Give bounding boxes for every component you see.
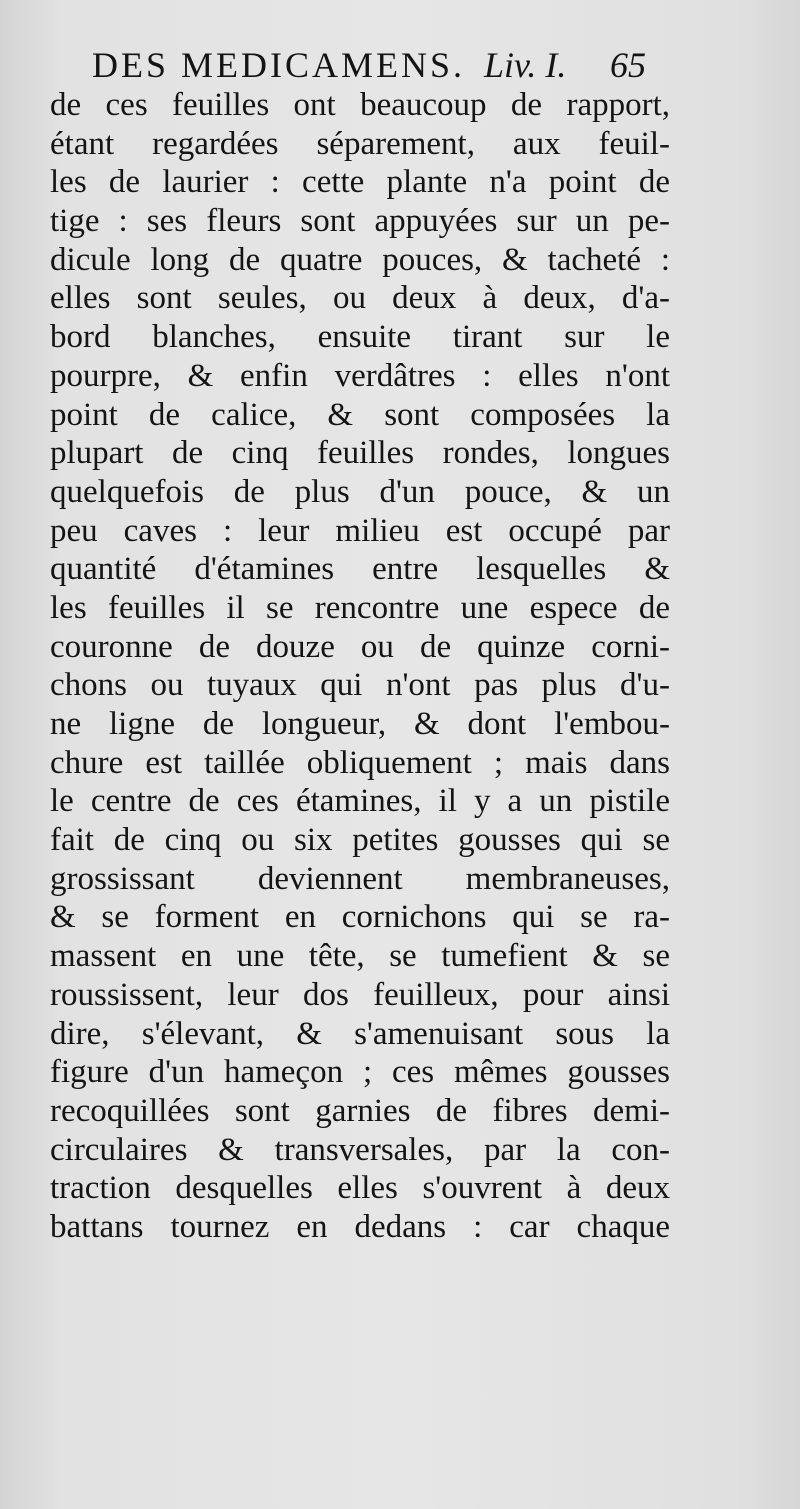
- text-line: le centre de ces étamines, il y a un pistile: [50, 783, 670, 820]
- text-line: couronne de douze ou de quinze corni-: [50, 628, 670, 665]
- text-line: tige : ses fleurs sont appuyées sur un pe-: [50, 203, 670, 240]
- text-line: traction desquelles elles s'ouvrent à deux: [50, 1170, 670, 1207]
- text-line: les feuilles il se rencontre une espece de: [50, 589, 670, 626]
- text-line: grossissant deviennent membraneuses,: [50, 860, 670, 897]
- text-line: chons ou tuyaux qui n'ont pas plus d'u-: [50, 667, 670, 704]
- text-line: quantité d'étamines entre lesquelles &: [50, 551, 670, 588]
- running-head: DES MEDICAMENS.: [92, 45, 466, 85]
- text-line: les de laurier : cette plante n'a point de: [50, 164, 670, 201]
- body-text: [50, 86, 670, 1247]
- text-line: dicule long de quatre pouces, & tacheté :: [50, 241, 670, 278]
- text-line: elles sont seules, ou deux à deux, d'a-: [50, 280, 670, 317]
- text-line: chure est taillée obliquement ; mais dans: [50, 744, 670, 781]
- text-line: & se forment en cornichons qui se ra-: [50, 899, 670, 936]
- text-line: circulaires & transversales, par la con-: [50, 1131, 670, 1168]
- text-line: massent en une tête, se tumefient & se: [50, 938, 670, 975]
- text-line: plupart de cinq feuilles rondes, longues: [50, 435, 670, 472]
- text-line: pourpre, & enfin verdâtres : elles n'ont: [50, 357, 670, 394]
- text-line: battans tournez en dedans : car chaque: [50, 1208, 670, 1245]
- text-line: bord blanches, ensuite tirant sur le: [50, 319, 670, 356]
- text-line: recoquillées sont garnies de fibres demi-: [50, 1092, 670, 1129]
- text-line: fait de cinq ou six petites gousses qui se: [50, 822, 670, 859]
- text-line: quelquefois de plus d'un pouce, & un: [50, 473, 670, 510]
- book-reference: Liv. I.: [484, 45, 567, 85]
- text-line: de ces feuilles ont beaucoup de rapport,: [50, 87, 670, 123]
- text-line: étant regardées séparement, aux feuil-: [50, 125, 670, 162]
- text-line: roussissent, leur dos feuilleux, pour ainsi: [50, 976, 670, 1013]
- page-number: 65: [610, 45, 646, 85]
- text-line: ne ligne de longueur, & dont l'embou-: [50, 706, 670, 742]
- text-line: dire, s'élevant, & s'amenuisant sous la: [50, 1015, 670, 1052]
- text-line: point de calice, & sont composées la: [50, 396, 670, 433]
- text-line: figure d'un hameçon ; ces mêmes gousses: [50, 1054, 670, 1091]
- text-line: peu caves : leur milieu est occupé par: [50, 512, 670, 549]
